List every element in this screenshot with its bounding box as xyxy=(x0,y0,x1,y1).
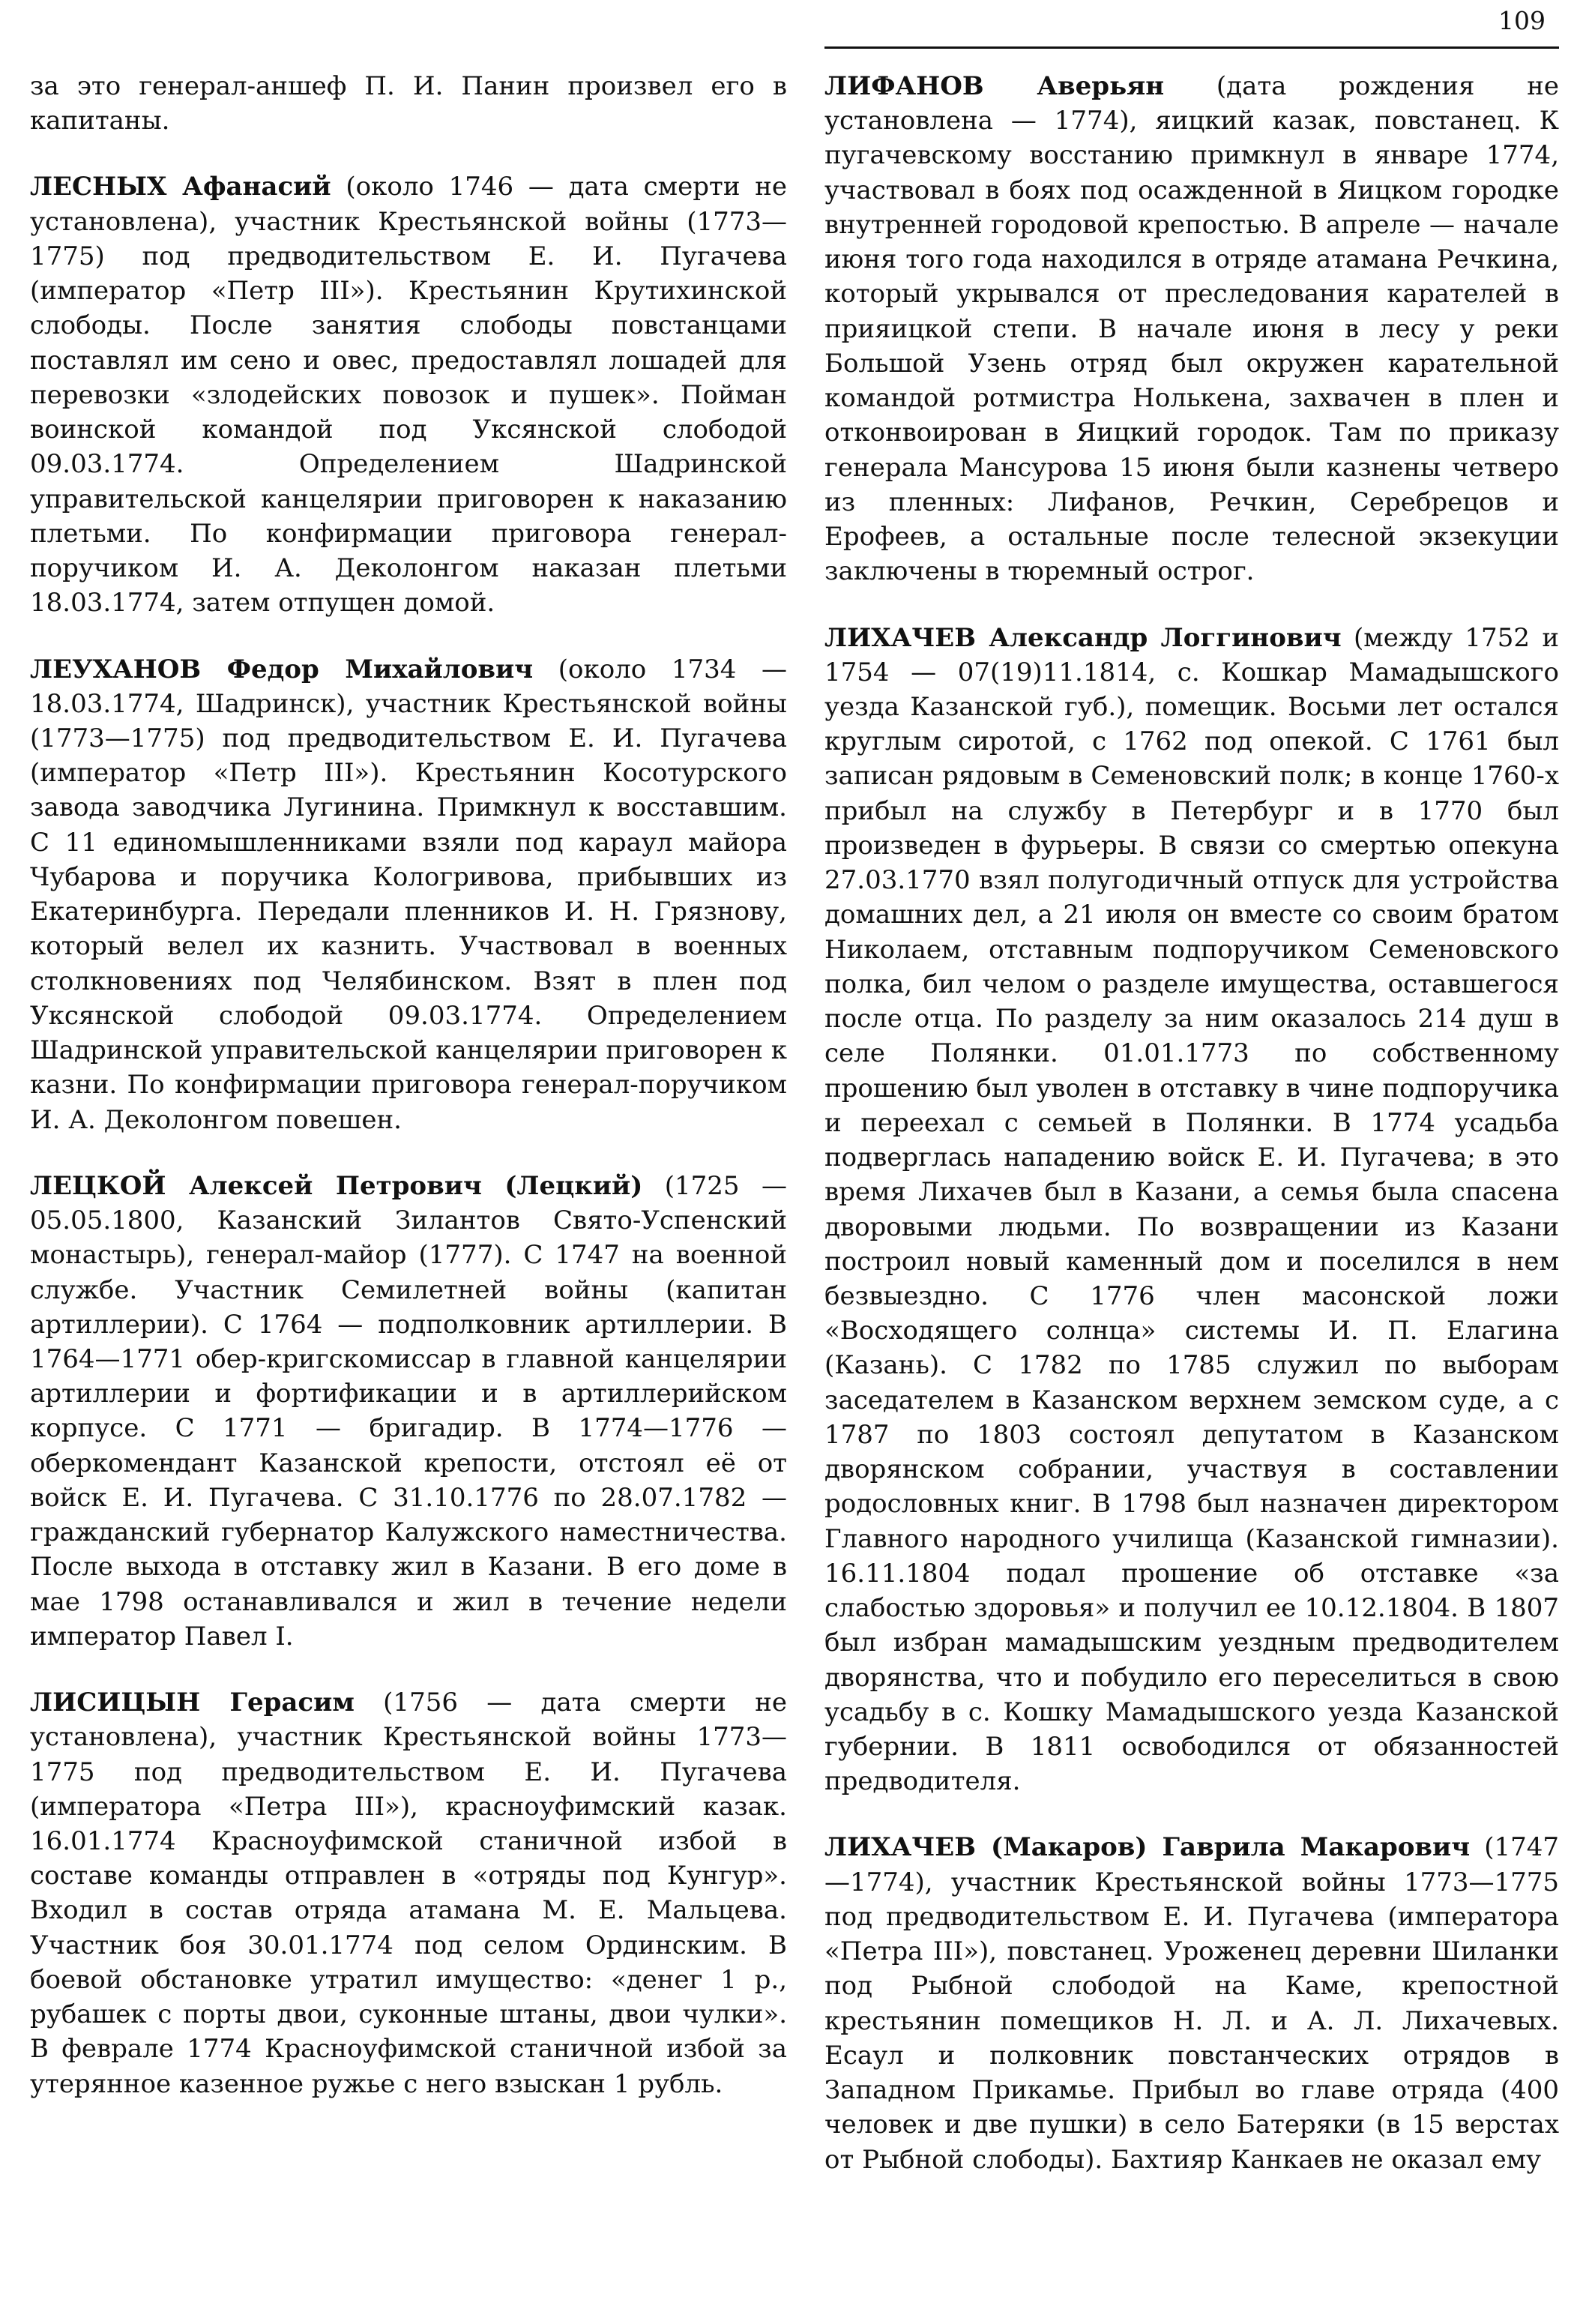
entry-text: (между 1752 и 1754 — 07(19)11.1814, с. Кошкар Мамадышского уезда Казанской губ.), помещик. Восьми лет остался круглым сиротой, с 1762 под опекой. С 1761 был записан рядовым в Семеновский полк; в конце 1760-х прибыл на службу в Петербург и в 1770 был произведен в фурьеры. В связи со смертью опекуна 27.03.1770 взял полугодичный отпуск для устройства домашних дел, а 21 июля он вместе со своим братом Николаем, отставным подпоручиком Семеновского полка, бил челом о разделе имущества, оставшегося после отца. По разделу за ним оказалось 214 душ в селе Полянки. 01.01.1773 по собственному прошению был уволен в отставку в чине подпоручика и переехал с семьей в Полянки. В 1774 усадьба подверглась нападению войск Е. И. Пугачева; в это время Лихачев был в Казани, а семья была спасена дворовыми людьми. По возвращении из Казани построил новый каменный дом и поселился в нем безвыездно. С 1776 член масонской ложи «Восходящего солнца» системы И. П. Елагина (Казань). С 1782 по 1785 служил по выборам заседателем в Казанском верхнем земском суде, а с 1787 по 1803 состоял депутатом в Казанском дворянском собрании, участвуя в составлении родословных книг. В 1798 был назначен директором Главного народного училища (Казанской гимназии). 16.11.1804 подал прошение об отставке «за слабостью здоровья» и получил ее 10.12.1804. В 1807 был избран мамадышским уездным предводителем дворянства, что и побудило его переселиться в свою усадьбу в с. Кошку Мамадышского уезда Казанской губернии. В 1811 освободился от обязанностей предводителя. xyxy=(824,622,1559,1797)
left-column xyxy=(30,69,787,2133)
entry-likhachev-aleksandr xyxy=(824,621,1559,1799)
entry-text: (около 1734 — 18.03.1774, Шадринск), участник Крестьянской войны (1773—1775) под предводительством Е. И. Пугачева (император «Петр III»). Крестьянин Косотурского завода заводчика Лугинина. Примкнул к восставшим. С 11 единомышленниками взяли под караул майора Чубарова и поручика Кологривова, прибывших из Екатеринбурга. Передали пленников И. Н. Грязнову, который велел их казнить. Участвовал в военных столкновениях под Челябинском. Взят в плен под Уксянской слободой 09.03.1774. Определением Шадринской управительской канцелярии приговорен к казни. По конфирмации приговора генерал-поручиком И. А. Деколонгом повешен. xyxy=(30,654,788,1135)
entry-likhachev-gavrila xyxy=(824,1830,1559,2176)
entry-headword: ЛИСИЦЫН Герасим xyxy=(30,1688,355,1718)
entry-headword: ЛЕУХАНОВ Федор Михайлович xyxy=(30,654,534,684)
continuation-text: за это генерал-аншеф П. И. Панин произвел его в капитаны. xyxy=(30,71,787,136)
entry-lifanov xyxy=(824,69,1559,589)
page-number: 109 xyxy=(1498,6,1546,35)
entry-headword: ЛИХАЧЕВ Александр Логгинович xyxy=(824,622,1342,653)
entry-text: (1725 — 05.05.1800, Казанский Зилантов Свято-Успенский монастырь), генерал-майор (1777). С 1747 на военной службе. Участник Семилетней войны (капитан артиллерии). С 1764 — подполковник артиллерии. В 1764—1771 обер-кригскомиссар в главной канцелярии артиллерии и фортификации и в артиллерийском корпусе. С 1771 — бригадир. В 1774—1776 — оберкомендант Казанской крепости, отстоял её от войск Е. И. Пугачева. С 31.10.1776 по 28.07.1782 — гражданский губернатор Калужского наместничества. После выхода в отставку жил в Казани. В его доме в мае 1798 останавливался и жил в течение недели император Павел I. xyxy=(30,1170,787,1652)
entry-headword: ЛЕЦКОЙ Алексей Петрович (Лецкий) xyxy=(30,1170,643,1201)
entry-headword: ЛИХАЧЕВ (Макаров) Гаврила Макарович xyxy=(824,1832,1471,1863)
right-column xyxy=(824,69,1559,2209)
entry-lesnykh xyxy=(30,169,787,620)
header-rule xyxy=(824,46,1559,49)
entry-letskoy xyxy=(30,1169,787,1654)
entry-text: (дата рождения не установлена — 1774), яицкий казак, повстанец. К пугачевскому восстанию примкнул в январе 1774, участвовал в боях под осажденной в Яицком городке внутренней городовой крепостью. В апреле — начале июня того года находился в отряде атамана Речкина, который укрывался от преследования карателей в прияицкой степи. В начале июня в лесу у реки Большой Узень отряд был окружен карательной командой ротмистра Нолькена, захвачен в плен и отконвоирован в Яицкий городок. Там по приказу генерала Мансурова 15 июня были казнены четверо из пленных: Лифанов, Речкин, Серебрецов и Ерофеев, а остальные после телесной экзекуции заключены в тюремный острог. xyxy=(824,71,1559,587)
entry-text: (1756 — дата смерти не установлена), участник Крестьянской войны 1773—1775 под предводительством Е. И. Пугачева (императора «Петра III»), красноуфимский казак. 16.01.1774 Красноуфимской станичной избой в составе команды отправлен в «отряды под Кунгур». Входил в состав отряда атамана М. Е. Мальцева. Участник боя 30.01.1774 под селом Ординским. В боевой обстановке утратил имущество: «денег 1 р., рубашек с порты двои, суконные штаны, двои чулки». В феврале 1774 Красноуфимской станичной избой за утерянное казенное ружье с него взыскан 1 рубль. xyxy=(30,1688,787,2099)
entry-headword: ЛИФАНОВ Аверьян xyxy=(824,71,1165,101)
entry-lisitsyn xyxy=(30,1685,787,2101)
entry-headword: ЛЕСНЫХ Афанасий xyxy=(30,172,331,202)
entry-text: (1747—1774), участник Крестьянской войны 1773—1775 под предводительством Е. И. Пугачева (императора «Петра III»), повстанец. Уроженец деревни Шиланки под Рыбной слободой на Каме, крепостной крестьянин помещиков Н. Л. и А. Л. Лихачевых. Есаул и полковник повстанческих отрядов в Западном Прикамье. Прибыл во главе отряда (400 человек и две пушки) в село Батеряки (в 15 верстах от Рыбной слободы). Бахтияр Канкаев не оказал ему xyxy=(824,1832,1559,2175)
entry-leukhanov xyxy=(30,652,787,1137)
entry-text: (около 1746 — дата смерти не установлена), участник Крестьянской войны (1773—1775) под предводительством Е. И. Пугачева (император «Петр III»). Крестьянин Крутихинской слободы. После занятия слободы повстанцами поставлял им сено и овес, предоставлял лошадей для перевозки «злодейских повозок и пушек». Пойман воинской командой под Уксянской слободой 09.03.1774. Определением Шадринской управительской канцелярии приговорен к наказанию плетьми. По конфирмации приговора генерал-поручиком И. А. Деколонгом наказан плетьми 18.03.1774, затем отпущен домой. xyxy=(30,172,788,618)
